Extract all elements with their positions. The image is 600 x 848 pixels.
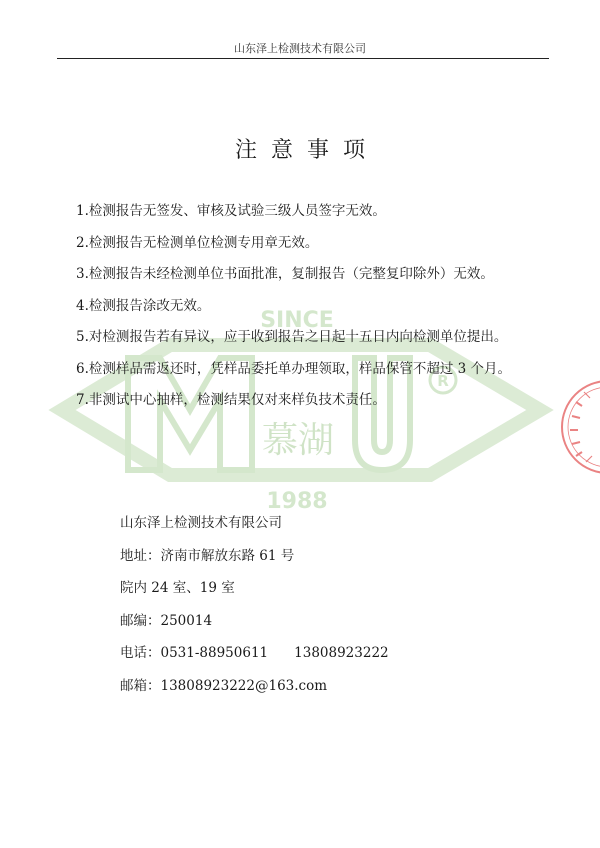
header-company: 山东泽上检测技术有限公司 [234, 42, 366, 55]
contact-phone-mobile: 13808923222 [294, 645, 389, 661]
header-divider [57, 58, 549, 59]
notice-item: 3.检测报告未经检测单位书面批准，复制报告（完整复印除外）无效。 [76, 266, 494, 282]
watermark-name: 慕湖 [261, 420, 335, 461]
contact-block [120, 512, 540, 707]
notice-item: 5.对检测报告若有异议，应于收到报告之日起十五日内向检测单位提出。 [76, 329, 508, 345]
watermark-since: SINCE [260, 308, 334, 333]
notice-item: 7.非测试中心抽样，检测结果仅对来样负技术责任。 [76, 392, 386, 408]
contact-address: 地址：济南市解放东路 61 号 [120, 547, 295, 564]
notice-list [76, 200, 556, 421]
page-title: 注意事项 [234, 138, 379, 163]
watermark-year: 1988 [266, 489, 328, 514]
notice-item: 1.检测报告无签发、审核及试验三级人员签字无效。 [76, 203, 386, 219]
contact-phone: 电话：0531-88950611 [120, 645, 269, 661]
contact-email: 邮箱：13808923222@163.com [120, 677, 328, 694]
notice-item: 6.检测样品需返还时，凭样品委托单办理领取，样品保管不超过 3 个月。 [76, 360, 512, 377]
contact-company: 山东泽上检测技术有限公司 [120, 515, 282, 531]
contact-postcode: 邮编：250014 [120, 612, 213, 629]
watermark-registered-mark: R [437, 372, 449, 390]
red-seal-stamp [556, 372, 600, 482]
notice-item: 2.检测报告无检测单位检测专用章无效。 [76, 234, 319, 251]
contact-phone-row [120, 642, 540, 675]
notice-item: 4.检测报告涂改无效。 [76, 297, 211, 314]
contact-address-room: 院内 24 室、19 室 [120, 580, 235, 596]
